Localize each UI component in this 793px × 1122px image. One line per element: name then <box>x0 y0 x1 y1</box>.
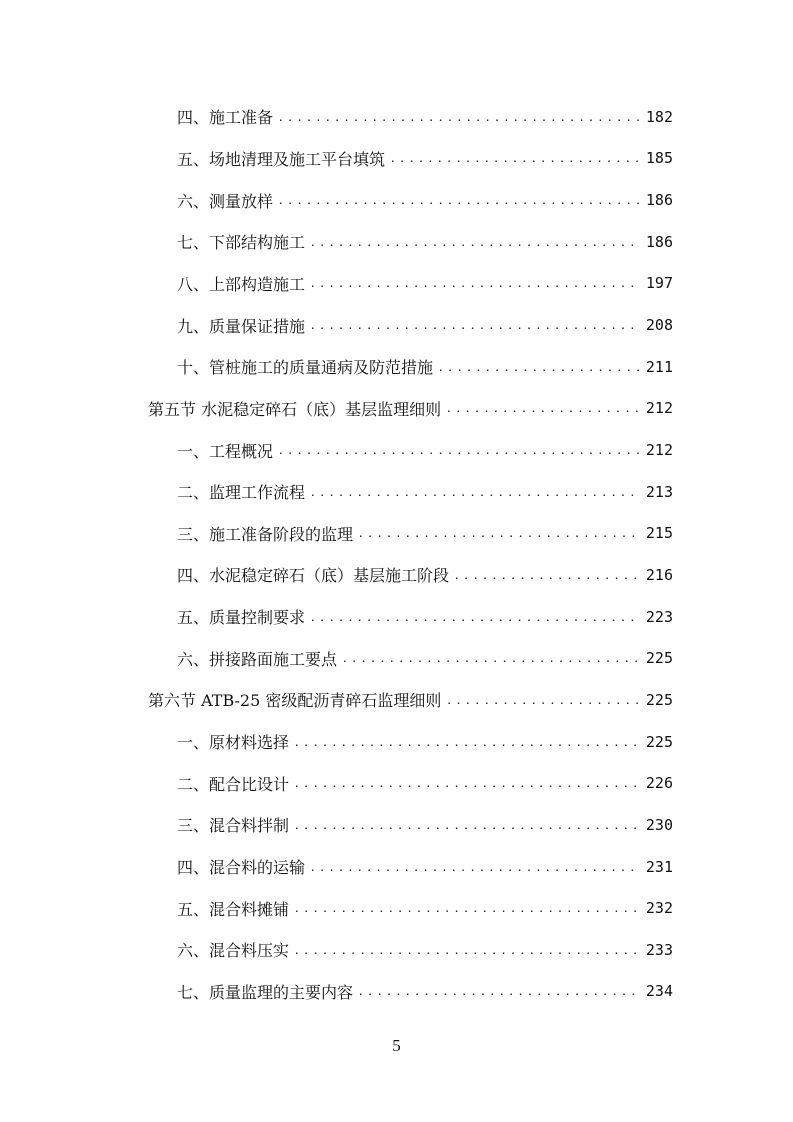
toc-entry-page: 226 <box>645 774 673 793</box>
toc-entry[interactable] <box>177 846 673 888</box>
toc-dot-leader <box>279 444 640 460</box>
toc-entry[interactable] <box>177 762 673 804</box>
toc-entry-title: 七、下部结构施工 <box>177 233 306 253</box>
toc-entry-page: 225 <box>645 649 673 668</box>
toc-entry-page: 232 <box>645 899 673 918</box>
toc-entry-title: 八、上部构造施工 <box>177 274 306 294</box>
toc-entry[interactable] <box>177 887 673 929</box>
toc-entry[interactable] <box>177 96 673 138</box>
toc-entry-page: 185 <box>645 149 673 168</box>
toc-dot-leader <box>447 402 640 418</box>
toc-dot-leader <box>311 861 640 877</box>
toc-entry-title: 四、施工准备 <box>177 108 274 128</box>
toc-dot-leader <box>311 277 640 293</box>
toc-entry-page: 230 <box>645 815 673 834</box>
toc-entry[interactable] <box>177 554 673 596</box>
toc-dot-leader <box>311 319 640 335</box>
toc-entry[interactable] <box>177 429 673 471</box>
toc-entry-title: 三、混合料拌制 <box>177 816 290 836</box>
toc-dot-leader <box>279 111 640 127</box>
toc-entry-title: 六、拼接路面施工要点 <box>177 649 338 669</box>
toc-entry[interactable] <box>148 388 673 430</box>
toc-entry-page: 234 <box>645 982 673 1001</box>
toc-entry[interactable] <box>177 304 673 346</box>
toc-dot-leader <box>311 236 640 252</box>
toc-dot-leader <box>295 777 640 793</box>
page-number: 5 <box>392 1036 401 1055</box>
toc-entry-title: 二、监理工作流程 <box>177 483 306 503</box>
toc-entry-title: 一、原材料选择 <box>177 733 290 753</box>
toc-dot-leader <box>359 527 640 543</box>
toc-entry-title: 六、混合料压实 <box>177 941 290 961</box>
toc-entry[interactable] <box>177 346 673 388</box>
toc-entry-title: 五、混合料摊铺 <box>177 899 290 919</box>
toc-dot-leader <box>359 985 640 1001</box>
toc-entry-page: 216 <box>645 565 673 584</box>
toc-entry-title: 第六节 ATB-25 密级配沥青碎石监理细则 <box>148 691 442 711</box>
toc-dot-leader <box>279 194 640 210</box>
toc-entry-page: 208 <box>645 316 673 335</box>
toc-dot-leader <box>311 486 640 502</box>
toc-entry[interactable] <box>177 471 673 513</box>
toc-dot-leader <box>295 819 640 835</box>
toc-entry[interactable] <box>177 221 673 263</box>
toc-entry-title: 六、测量放样 <box>177 191 274 211</box>
toc-entry[interactable] <box>177 263 673 305</box>
toc-entry-page: 186 <box>645 191 673 210</box>
toc-entry-title: 二、配合比设计 <box>177 774 290 794</box>
toc-entry-title: 五、场地清理及施工平台填筑 <box>177 149 386 169</box>
toc-entry-page: 213 <box>645 482 673 501</box>
toc-entry-title: 一、工程概况 <box>177 441 274 461</box>
toc-entry-page: 182 <box>645 107 673 126</box>
toc-entry-page: 225 <box>645 690 673 709</box>
toc-entry-title: 三、施工准备阶段的监理 <box>177 524 354 544</box>
toc-entry-page: 212 <box>645 399 673 418</box>
toc-entry-title: 第五节 水泥稳定碎石（底）基层监理细则 <box>148 399 442 419</box>
toc-entry-page: 186 <box>645 232 673 251</box>
toc-entry[interactable] <box>177 929 673 971</box>
toc-entry[interactable] <box>177 971 673 1013</box>
toc-entry-page: 215 <box>645 524 673 543</box>
toc-entry-title: 四、水泥稳定碎石（底）基层施工阶段 <box>177 566 450 586</box>
toc-dot-leader <box>455 569 640 585</box>
toc-entry-page: 231 <box>645 857 673 876</box>
toc-entry-page: 197 <box>645 274 673 293</box>
toc-entry[interactable] <box>177 138 673 180</box>
toc-dot-leader <box>311 611 640 627</box>
toc-dot-leader <box>343 652 640 668</box>
toc-entry-page: 211 <box>645 357 673 376</box>
toc-dot-leader <box>439 361 640 377</box>
toc-entry-page: 223 <box>645 607 673 626</box>
toc-dot-leader <box>295 902 640 918</box>
toc-entry-title: 十、管桩施工的质量通病及防范措施 <box>177 358 434 378</box>
toc-entry-page: 212 <box>645 441 673 460</box>
toc-dot-leader <box>447 694 640 710</box>
toc-entry[interactable] <box>177 721 673 763</box>
toc-entry[interactable] <box>177 637 673 679</box>
toc-dot-leader <box>295 944 640 960</box>
toc-entry[interactable] <box>177 804 673 846</box>
toc-dot-leader <box>391 152 640 168</box>
toc-entry[interactable] <box>177 596 673 638</box>
toc-dot-leader <box>295 736 640 752</box>
toc-entry-title: 七、质量监理的主要内容 <box>177 982 354 1002</box>
toc-entry-page: 233 <box>645 940 673 959</box>
toc-entry-title: 九、质量保证措施 <box>177 316 306 336</box>
toc-entry[interactable] <box>148 679 673 721</box>
toc-entry-title: 五、质量控制要求 <box>177 608 306 628</box>
toc-entry[interactable] <box>177 179 673 221</box>
toc-entry[interactable] <box>177 513 673 555</box>
toc-entry-page: 225 <box>645 732 673 751</box>
toc-entry-title: 四、混合料的运输 <box>177 858 306 878</box>
